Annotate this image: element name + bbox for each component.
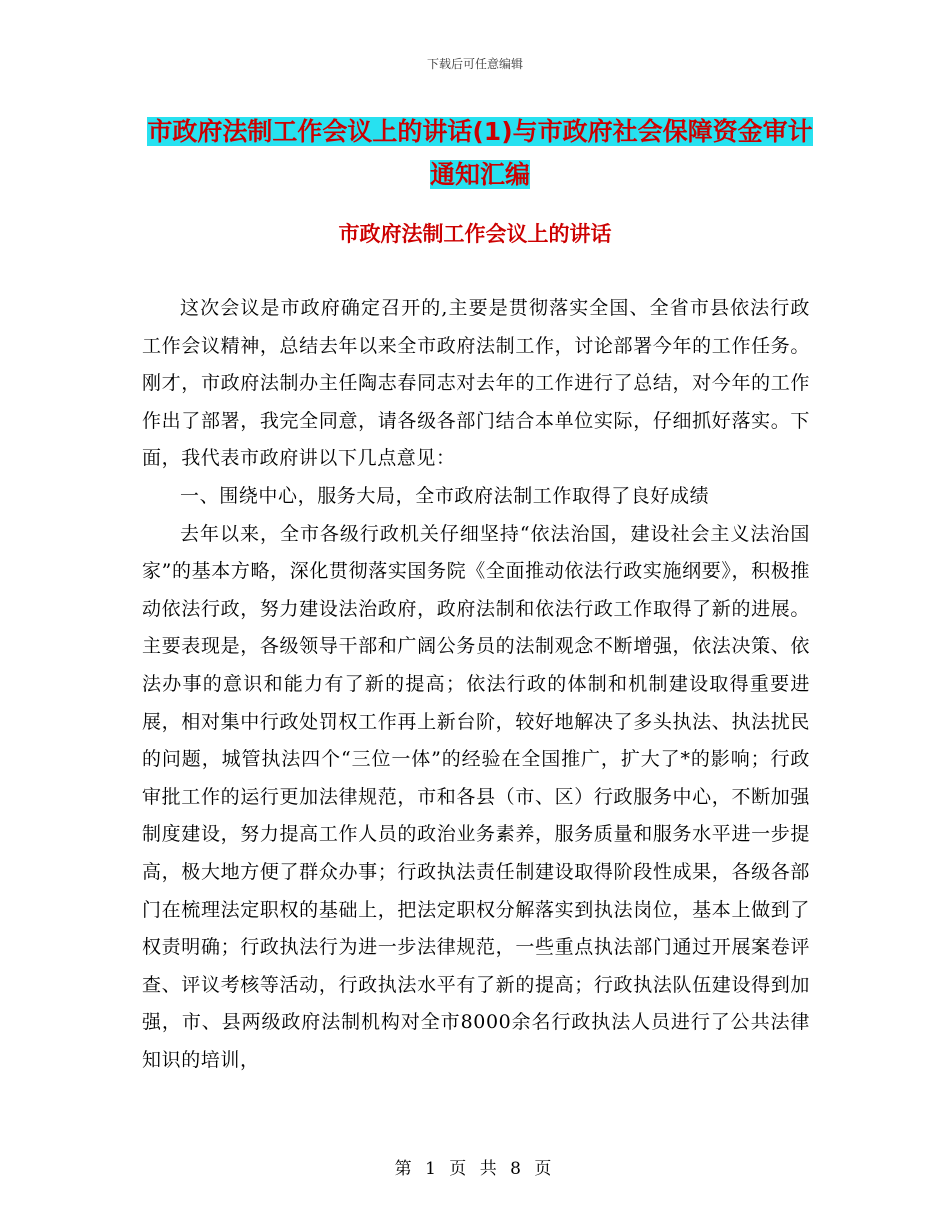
paragraph: 一、围绕中心，服务大局，全市政府法制工作取得了良好成绩 (180, 484, 710, 507)
body-text (142, 290, 810, 1079)
document-title-text: 市政府法制工作会议上的讲话(1)与市政府社会保障资金审计通知汇编 (147, 117, 813, 189)
document-title (140, 110, 820, 196)
page-footer: 第 1 页 共 8 页 (394, 1159, 556, 1179)
section-title: 市政府法制工作会议上的讲话 (338, 222, 612, 246)
paragraph: 去年以来，全市各级行政机关仔细坚持“依法治国，建设社会主义法治国家”的基本方略，深化贯彻落实国务院《全面推动依法行政实施纲要》，积极推动依法行政，努力建设法治政府，政府法制和依法行政工作取得了新的进展。主要表现是，各级领导干部和广阔公务员的法制观念不断增强，依法决策、依法办事的意识和能力有了新的提高；依法行政的体制和机制建设取得重要进展，相对集中行政处罚权工作再上新台阶，较好地解决了多头执法、执法扰民的问题，城管执法四个“三位一体”的经验在全国推广，扩大了*的影响；行政审批工作的运行更加法律规范，市和各县（市、区）行政服务中心，不断加强制度建设，努力提高工作人员的政治业务素养，服务质量和服务水平进一步提高，极大地方便了群众办事；行政执法责任制建设取得阶段性成果，各级各部门在梳理法定职权的基础上，把法定职权分解落实到执法岗位，基本上做到了权责明确；行政执法行为进一步法律规范，一些重点执法部门通过开展案卷评查、评议考核等活动，行政执法水平有了新的提高；行政执法队伍建设得到加强，市、县两级政府法制机构对全市8000余名行政执法人员进行了公共法律知识的培训， (142, 522, 810, 1071)
paragraph: 这次会议是市政府确定召开的,主要是贯彻落实全国、全省市县依法行政工作会议精神，总结去年以来全市政府法制工作，讨论部署今年的工作任务。刚才，市政府法制办主任陶志春同志对去年的工作进行了总结，对今年的工作作出了部署，我完全同意，请各级各部门结合本单位实际，仔细抓好落实。下面，我代表市政府讲以下几点意见： (142, 297, 810, 470)
header-note: 下载后可任意编辑 (426, 57, 523, 71)
